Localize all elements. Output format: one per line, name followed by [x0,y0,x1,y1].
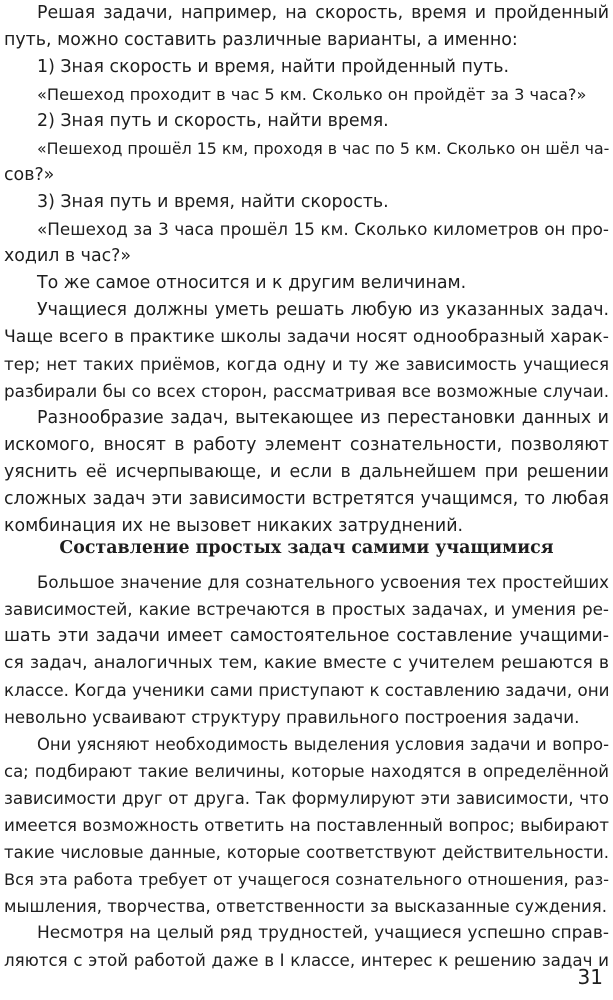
paragraph-line: Разнообразие задач, вытекающее из перестановки данных и [37,408,609,428]
paragraph-line: шать эти задачи имеет самостоятельное составление учащими- [4,626,609,646]
paragraph-line: сов?» [4,165,55,185]
paragraph-line: Вся эта работа требует от учащегося сознательного отношения, раз- [4,870,609,889]
example-quote: «Пешеход прошёл 15 км, проходя в час по 5 км. Сколько он шёл ча- [37,139,610,158]
paragraph-line: ляются с этой работой даже в I классе, интерес к решению задач и [4,950,609,970]
paragraph-line: мышления, творчества, ответственности за высказанные суждения. [4,897,607,916]
paragraph-line: классе. Когда ученики сами приступают к составлению задачи, они [4,680,610,700]
paragraph-line: тер; нет таких приёмов, когда одну и ту же зависимость учащиеся [4,354,609,374]
paragraph-line: имеется возможность ответить на поставленный вопрос; выбирают [4,815,609,835]
paragraph-line: комбинация их не вызовет никаких затруднений. [4,516,464,536]
paragraph-line: Решая задачи, например, на скорость, время и пройденный [37,3,609,23]
paragraph-line: сложных задач эти зависимости встретятся учащимся, то любая [4,489,609,509]
paragraph-line: Чаще всего в практике школы задачи носят однообразный харак- [4,327,609,347]
paragraph-line: уяснить её исчерпывающе, и если в дальнейшем при решении [4,462,609,482]
paragraph-line: ходил в час?» [4,246,132,266]
paragraph-line: разбирали бы со всех сторон, рассматривая все возможные случаи. [4,381,609,401]
section-1-text [4,0,609,540]
paragraph-line: путь, можно составить различные варианты, а именно: [4,30,518,50]
page-number: 31 [577,965,603,989]
paragraph-line: Несмотря на целый ряд трудностей, учащиеся успешно справ- [37,923,609,943]
list-item-3: 3) Зная путь и время, найти скорость. [37,192,389,212]
paragraph-line: искомого, вносят в работу элемент сознательности, позволяют [4,435,609,455]
paragraph-line: Большое значение для сознательного усвоения тех простейших [37,573,609,592]
list-item-1: 1) Зная скорость и время, найти пройденный путь. [37,57,510,77]
paragraph-line: са; подбирают такие величины, которые находятся в определённой [4,762,609,781]
paragraph-line: зависимости друг от друга. Так формулируют эти зависимости, что [4,788,609,808]
section-heading: Составление простых задач самими учащимися [59,538,554,558]
paragraph-line: Они уясняют необходимость выделения условия задачи и вопро- [37,735,609,754]
list-item-2: 2) Зная путь и скорость, найти время. [37,111,389,131]
paragraph-line: невольно усваивают структуру правильного построения задачи. [4,707,580,727]
section-2-text [4,569,609,974]
paragraph-line: такие числовые данные, которые соответствуют действительности. [4,843,609,862]
paragraph-line: ся задач, аналогичных тем, какие вместе с учителем решаются в [4,653,609,673]
paragraph-line: То же самое относится и к другим величинам. [37,273,467,293]
example-quote: «Пешеход за 3 часа прошёл 15 км. Сколько километров он про- [37,219,609,239]
example-quote: «Пешеход проходит в час 5 км. Сколько он пройдёт за 3 часа?» [37,85,587,104]
paragraph-line: зависимостей, какие встречаются в простых задачах, и умения ре- [4,599,609,619]
paragraph-line: Учащиеся должны уметь решать любую из указанных задач. [37,300,609,320]
